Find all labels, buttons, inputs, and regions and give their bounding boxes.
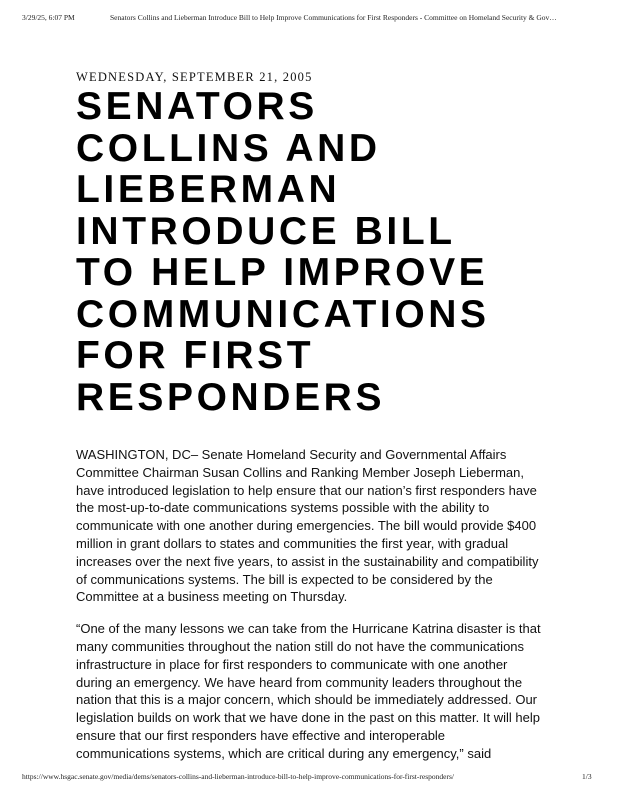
title-line: COLLINS AND <box>76 126 381 170</box>
page-number: 1/3 <box>582 772 592 781</box>
print-datetime: 3/29/25, 6:07 PM <box>22 13 75 22</box>
paragraph-line: Committee at a business meeting on Thursday. <box>76 589 348 605</box>
paragraph-line: communications systems, which are critical during any emergency,” said <box>76 745 492 761</box>
paragraph-line: WASHINGTON, DC– Senate Homeland Security and Governmental Affairs <box>76 447 507 462</box>
article-date: WEDNESDAY, SEPTEMBER 21, 2005 <box>76 70 313 84</box>
paragraph-line: infrastructure in place for first responders to communicate with one another <box>76 656 508 672</box>
title-line: SENATORS <box>76 85 318 128</box>
article-title <box>76 86 576 418</box>
print-url: https://www.hsgac.senate.gov/media/dems/senators-collins-and-lieberman-introduce-bill-to-help-improve-communications-for-first-responders/ <box>22 772 454 781</box>
paragraph-line: “One of the many lessons we can take from the Hurricane Katrina disaster is that <box>76 621 541 637</box>
paragraph-line: legislation builds on work that we have done in the past on this matter. It will help <box>76 710 540 726</box>
paragraph-line: increases over the next five years, to assist in the sustainability and compatibility <box>76 553 539 569</box>
paragraph <box>76 620 556 762</box>
paragraph-line: the most-up-to-date communications systems possible with the ability to <box>76 500 490 516</box>
paragraph <box>76 446 556 606</box>
paragraph-line: million in grant dollars to states and communities the first year, with gradual <box>76 535 509 551</box>
paragraph-line: nation that this is a major concern, which should be immediately addressed. Our <box>76 692 538 708</box>
title-line: LIEBERMAN <box>76 168 341 211</box>
title-line: FOR FIRST <box>76 334 315 377</box>
paragraph-line: communicate with one another during emergencies. The bill would provide $400 <box>76 518 537 534</box>
paragraph-line: ensure that our first responders have effective and interoperable <box>76 727 446 743</box>
article-body <box>76 446 556 777</box>
paragraph-line: have introduced legislation to help ensure that our nation’s first responders have <box>76 482 537 498</box>
paragraph-line: Committee Chairman Susan Collins and Ranking Member Joseph Lieberman, <box>76 464 524 480</box>
title-line: INTRODUCE BILL <box>76 209 456 253</box>
title-line: COMMUNICATIONS <box>76 292 490 336</box>
print-page-title: Senators Collins and Lieberman Introduce Bill to Help Improve Communications for First Responders - Committee on Homeland Security & Gov… <box>110 13 557 22</box>
title-line: TO HELP IMPROVE <box>76 251 489 294</box>
paragraph-line: of communications systems. The bill is expected to be considered by the <box>76 571 493 587</box>
paragraph-line: during an emergency. We have heard from community leaders throughout the <box>76 674 523 690</box>
title-line: RESPONDERS <box>76 375 386 419</box>
paragraph-line: many communities throughout the nation still do not have the communications <box>76 638 525 654</box>
